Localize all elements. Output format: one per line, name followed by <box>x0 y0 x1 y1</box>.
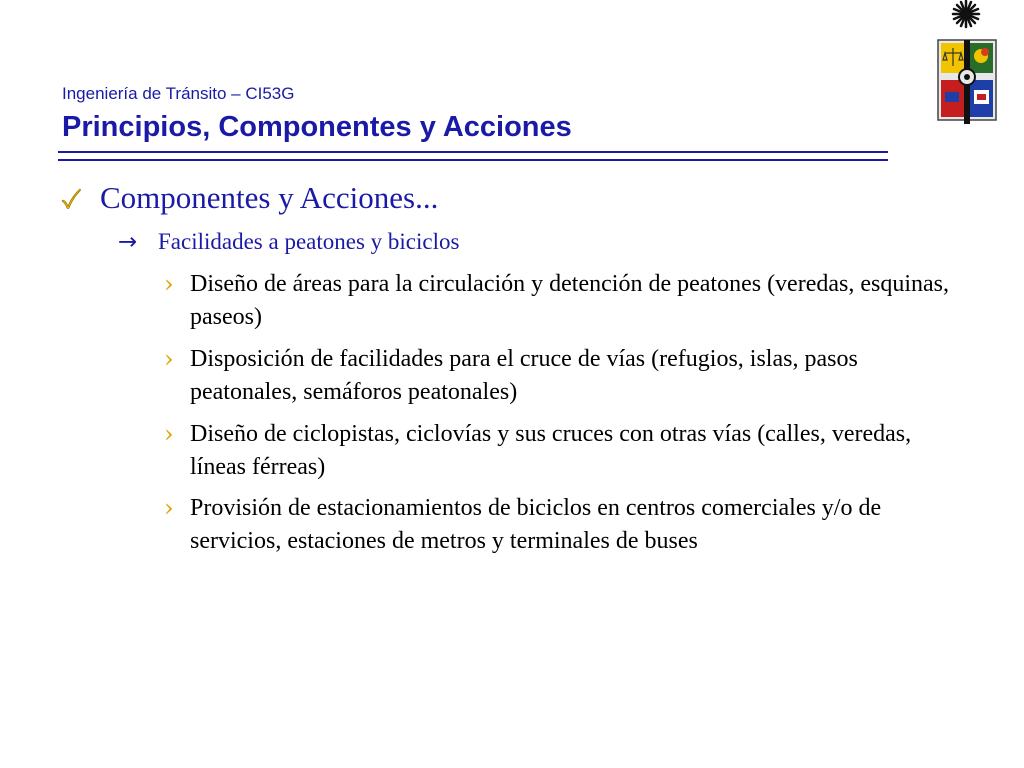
slide-title: Principios, Componentes y Acciones <box>62 111 572 143</box>
university-crest-icon <box>930 0 1006 124</box>
bullet-level1 <box>60 180 438 216</box>
list-item-text: Diseño de áreas para la circulación y detención de peatones (veredas, esquinas, paseos) <box>190 271 949 330</box>
title-divider-top <box>58 151 888 153</box>
chevron-bullet-icon: › <box>164 494 174 522</box>
arrow-right-icon: → <box>118 229 138 255</box>
list-item-text: Provisión de estacionamientos de biciclos en centros comerciales y/o de servicios, estaciones de metros y terminales de buses <box>190 495 882 554</box>
list-item-text: Disposición de facilidades para el cruce de vías (refugios, islas, pasos peatonales, semáforos peatonales) <box>190 346 858 405</box>
title-divider-bottom <box>58 159 888 161</box>
bullet-level2 <box>118 229 459 255</box>
chevron-bullet-icon: › <box>164 270 174 298</box>
bullet-level2-text: Facilidades a peatones y biciclos <box>158 229 460 254</box>
list-item <box>164 268 964 334</box>
list-item-text: Diseño de ciclopistas, ciclovías y sus cruces con otras vías (calles, veredas, líneas férreas) <box>190 421 912 480</box>
course-subtitle: Ingeniería de Tránsito – CI53G <box>62 84 295 103</box>
list-item <box>164 418 964 484</box>
list-item <box>164 343 964 409</box>
list-item <box>164 492 964 558</box>
bullet-level1-text: Componentes y Acciones... <box>100 180 439 215</box>
chevron-bullet-icon: › <box>164 420 174 448</box>
checkmark-icon <box>60 187 82 209</box>
chevron-bullet-icon: › <box>164 345 174 373</box>
